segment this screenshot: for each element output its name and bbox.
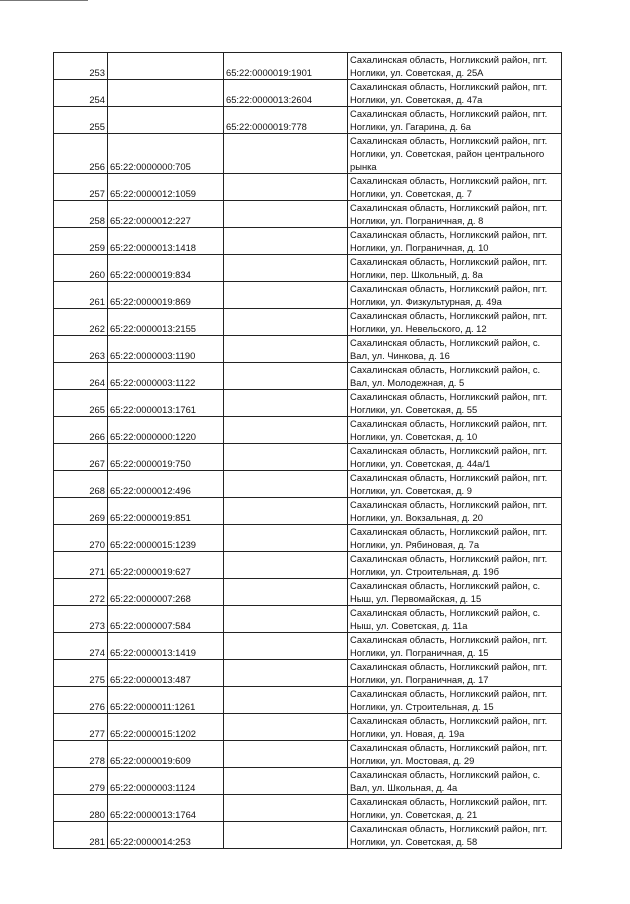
address-line: Сахалинская область, Ногликский район, с. [350,607,541,618]
table-row [54,606,562,633]
row-number-cell: 271 [54,552,108,579]
address-cell [348,80,562,107]
cadastral-number-alt-cell [224,228,348,255]
table-row [54,498,562,525]
address-cell [348,768,562,795]
row-number-cell: 280 [54,795,108,822]
cadastral-number-cell: 65:22:0000019:851 [108,498,224,525]
address-cell [348,552,562,579]
address-line: Ноглики, ул. Советская, район центрального [350,148,545,159]
address-cell [348,174,562,201]
cadastral-number-alt-cell [224,687,348,714]
table-row [54,471,562,498]
table-row [54,714,562,741]
cadastral-number-alt-cell [224,633,348,660]
cadastral-number-cell [108,107,224,134]
row-number-cell: 266 [54,417,108,444]
cadastral-number-cell: 65:22:0000012:1059 [108,174,224,201]
address-cell [348,606,562,633]
table-row [54,525,562,552]
address-line: Ноглики, ул. Советская, д. 55 [350,404,478,415]
table-row [54,390,562,417]
cadastral-number-alt-cell [224,768,348,795]
address-line: Сахалинская область, Ногликский район, с. [350,364,541,375]
registry-table-body [54,53,562,849]
address-line: Ноглики, ул. Советская, д. 10 [350,431,478,442]
address-line: Ныш, ул. Первомайская, д. 15 [350,593,482,604]
address-line: Сахалинская область, Ногликский район, пгт. [350,688,548,699]
address-line: Ноглики, ул. Советская, д. 25А [350,67,484,78]
address-line: Ныш, ул. Советская, д. 11а [350,620,468,631]
cadastral-number-alt-cell [224,552,348,579]
address-line: Сахалинская область, Ногликский район, пгт. [350,499,548,510]
address-line: Сахалинская область, Ногликский район, пгт. [350,135,548,146]
row-number-cell: 263 [54,336,108,363]
cadastral-number-alt-cell [224,498,348,525]
address-cell [348,525,562,552]
address-cell [348,471,562,498]
address-line: Вал, ул. Чинкова, д. 16 [350,350,450,361]
table-row [54,741,562,768]
cadastral-number-alt-cell [224,471,348,498]
cadastral-number-cell: 65:22:0000014:253 [108,822,224,849]
cadastral-number-alt-cell [224,660,348,687]
cadastral-number-cell: 65:22:0000012:227 [108,201,224,228]
address-cell [348,282,562,309]
cadastral-number-cell: 65:22:0000015:1202 [108,714,224,741]
table-row [54,255,562,282]
cadastral-number-alt-cell [224,255,348,282]
property-registry-table [53,52,562,849]
address-line: Сахалинская область, Ногликский район, пгт. [350,742,548,753]
address-line: Ноглики, пер. Школьный, д. 8а [350,269,483,280]
address-cell [348,633,562,660]
cadastral-number-cell: 65:22:0000015:1239 [108,525,224,552]
table-row [54,228,562,255]
address-cell [348,579,562,606]
cadastral-number-cell: 65:22:0000013:1764 [108,795,224,822]
address-line: Сахалинская область, Ногликский район, пгт. [350,391,548,402]
cadastral-number-alt-cell [224,201,348,228]
row-number-cell: 269 [54,498,108,525]
row-number-cell: 265 [54,390,108,417]
address-line: Сахалинская область, Ногликский район, пгт. [350,526,548,537]
address-cell [348,107,562,134]
address-cell [348,417,562,444]
row-number-cell: 272 [54,579,108,606]
cadastral-number-cell: 65:22:0000013:1418 [108,228,224,255]
address-line: Ноглики, ул. Мостовая, д. 29 [350,755,475,766]
address-line: Сахалинская область, Ногликский район, пгт. [350,472,548,483]
cadastral-number-alt-cell [224,282,348,309]
cadastral-number-cell: 65:22:0000019:834 [108,255,224,282]
row-number-cell: 261 [54,282,108,309]
address-line: Сахалинская область, Ногликский район, с. [350,337,541,348]
table-row [54,107,562,134]
row-number-cell: 281 [54,822,108,849]
cadastral-number-cell: 65:22:0000019:869 [108,282,224,309]
address-line: Ноглики, ул. Вокзальная, д. 20 [350,512,483,523]
address-line: Вал, ул. Молодежная, д. 5 [350,377,465,388]
row-number-cell: 267 [54,444,108,471]
cadastral-number-alt-cell: 65:22:0000019:778 [224,107,348,134]
address-line: Сахалинская область, Ногликский район, пгт. [350,445,548,456]
address-line: Ноглики, ул. Невельского, д. 12 [350,323,487,334]
address-line: Сахалинская область, Ногликский район, пгт. [350,283,548,294]
address-line: Сахалинская область, Ногликский район, пгт. [350,54,548,65]
cadastral-number-alt-cell [224,417,348,444]
cadastral-number-alt-cell [224,795,348,822]
address-line: Сахалинская область, Ногликский район, с. [350,580,541,591]
address-line: Сахалинская область, Ногликский район, пгт. [350,634,548,645]
row-number-cell: 270 [54,525,108,552]
address-cell [348,336,562,363]
table-row [54,134,562,174]
row-number-cell: 255 [54,107,108,134]
address-line: Ноглики, ул. Гагарина, д. 6а [350,121,471,132]
cadastral-number-cell: 65:22:0000000:705 [108,134,224,174]
row-number-cell: 262 [54,309,108,336]
cadastral-number-cell: 65:22:0000013:487 [108,660,224,687]
cadastral-number-cell: 65:22:0000007:584 [108,606,224,633]
table-row [54,417,562,444]
address-line: Сахалинская область, Ногликский район, с. [350,769,541,780]
row-number-cell: 253 [54,53,108,80]
row-number-cell: 264 [54,363,108,390]
address-line: Ноглики, ул. Советская, д. 44а/1 [350,458,491,469]
address-line: Ноглики, ул. Пограничная, д. 17 [350,674,489,685]
cadastral-number-alt-cell [224,336,348,363]
address-line: Сахалинская область, Ногликский район, пгт. [350,175,548,186]
address-cell [348,660,562,687]
cadastral-number-cell: 65:22:0000003:1190 [108,336,224,363]
row-number-cell: 258 [54,201,108,228]
address-line: Ноглики, ул. Физкультурная, д. 49а [350,296,502,307]
address-line: Сахалинская область, Ногликский район, пгт. [350,823,548,834]
cadastral-number-alt-cell [224,134,348,174]
cadastral-number-cell: 65:22:0000013:1419 [108,633,224,660]
address-line: Ноглики, ул. Советская, д. 7 [350,188,472,199]
table-row [54,174,562,201]
address-cell [348,53,562,80]
address-line: Ноглики, ул. Советская, д. 47а [350,94,483,105]
cadastral-number-cell: 65:22:0000011:1261 [108,687,224,714]
address-cell [348,255,562,282]
cadastral-number-cell [108,53,224,80]
cadastral-number-cell: 65:22:0000013:1761 [108,390,224,417]
cadastral-number-cell: 65:22:0000007:268 [108,579,224,606]
table-row [54,660,562,687]
table-row [54,336,562,363]
address-line: Ноглики, ул. Рябиновая, д. 7а [350,539,480,550]
table-row [54,53,562,80]
address-line: Сахалинская область, Ногликский район, пгт. [350,202,548,213]
address-line: Вал, ул. Школьная, д. 4а [350,782,458,793]
row-number-cell: 256 [54,134,108,174]
address-cell [348,795,562,822]
address-line: Сахалинская область, Ногликский район, пгт. [350,553,548,564]
address-line: Сахалинская область, Ногликский район, пгт. [350,715,548,726]
row-number-cell: 279 [54,768,108,795]
table-row [54,309,562,336]
address-cell [348,363,562,390]
address-line: Сахалинская область, Ногликский район, пгт. [350,310,548,321]
cadastral-number-alt-cell: 65:22:0000019:1901 [224,53,348,80]
table-row [54,444,562,471]
table-row [54,363,562,390]
cadastral-number-alt-cell [224,363,348,390]
scan-edge-mark [0,0,88,1]
cadastral-number-cell [108,80,224,107]
address-line: Сахалинская область, Ногликский район, пгт. [350,796,548,807]
cadastral-number-alt-cell [224,309,348,336]
address-cell [348,714,562,741]
row-number-cell: 254 [54,80,108,107]
cadastral-number-cell: 65:22:0000019:609 [108,741,224,768]
address-cell [348,134,562,174]
row-number-cell: 257 [54,174,108,201]
row-number-cell: 274 [54,633,108,660]
cadastral-number-alt-cell [224,714,348,741]
cadastral-number-alt-cell [224,390,348,417]
cadastral-number-cell: 65:22:0000003:1122 [108,363,224,390]
address-line: Сахалинская область, Ногликский район, пгт. [350,229,548,240]
table-row [54,795,562,822]
cadastral-number-alt-cell: 65:22:0000013:2604 [224,80,348,107]
row-number-cell: 275 [54,660,108,687]
address-line: Ноглики, ул. Пограничная, д. 8 [350,215,484,226]
table-row [54,768,562,795]
table-row [54,552,562,579]
row-number-cell: 278 [54,741,108,768]
address-cell [348,228,562,255]
row-number-cell: 273 [54,606,108,633]
cadastral-number-alt-cell [224,444,348,471]
address-line: Ноглики, ул. Советская, д. 58 [350,836,478,847]
address-line: Ноглики, ул. Пограничная, д. 10 [350,242,489,253]
address-line: Сахалинская область, Ногликский район, пгт. [350,108,548,119]
table-row [54,633,562,660]
cadastral-number-alt-cell [224,174,348,201]
table-row [54,282,562,309]
address-cell [348,498,562,525]
address-line: Ноглики, ул. Строительная, д. 19б [350,566,499,577]
address-cell [348,444,562,471]
cadastral-number-alt-cell [224,822,348,849]
table-row [54,579,562,606]
row-number-cell: 260 [54,255,108,282]
row-number-cell: 276 [54,687,108,714]
cadastral-number-alt-cell [224,606,348,633]
address-line: Ноглики, ул. Строительная, д. 15 [350,701,494,712]
address-cell [348,741,562,768]
address-line: Ноглики, ул. Пограничная, д. 15 [350,647,489,658]
address-cell [348,687,562,714]
cadastral-number-cell: 65:22:0000013:2155 [108,309,224,336]
address-line: Сахалинская область, Ногликский район, пгт. [350,256,548,267]
table-row [54,80,562,107]
address-cell [348,309,562,336]
address-cell [348,201,562,228]
address-line: Сахалинская область, Ногликский район, пгт. [350,418,548,429]
address-line: Сахалинская область, Ногликский район, пгт. [350,661,548,672]
table-row [54,687,562,714]
cadastral-number-alt-cell [224,525,348,552]
address-line: Ноглики, ул. Советская, д. 21 [350,809,478,820]
table-row [54,822,562,849]
row-number-cell: 268 [54,471,108,498]
address-line: Сахалинская область, Ногликский район, пгт. [350,81,548,92]
cadastral-number-cell: 65:22:0000019:627 [108,552,224,579]
cadastral-number-alt-cell [224,579,348,606]
address-cell [348,390,562,417]
cadastral-number-alt-cell [224,741,348,768]
cadastral-number-cell: 65:22:0000019:750 [108,444,224,471]
address-line: Ноглики, ул. Советская, д. 9 [350,485,472,496]
row-number-cell: 259 [54,228,108,255]
table-row [54,201,562,228]
address-cell [348,822,562,849]
cadastral-number-cell: 65:22:0000012:496 [108,471,224,498]
cadastral-number-cell: 65:22:0000003:1124 [108,768,224,795]
cadastral-number-cell: 65:22:0000000:1220 [108,417,224,444]
row-number-cell: 277 [54,714,108,741]
address-line: рынка [350,161,377,172]
address-line: Ноглики, ул. Новая, д. 19а [350,728,465,739]
